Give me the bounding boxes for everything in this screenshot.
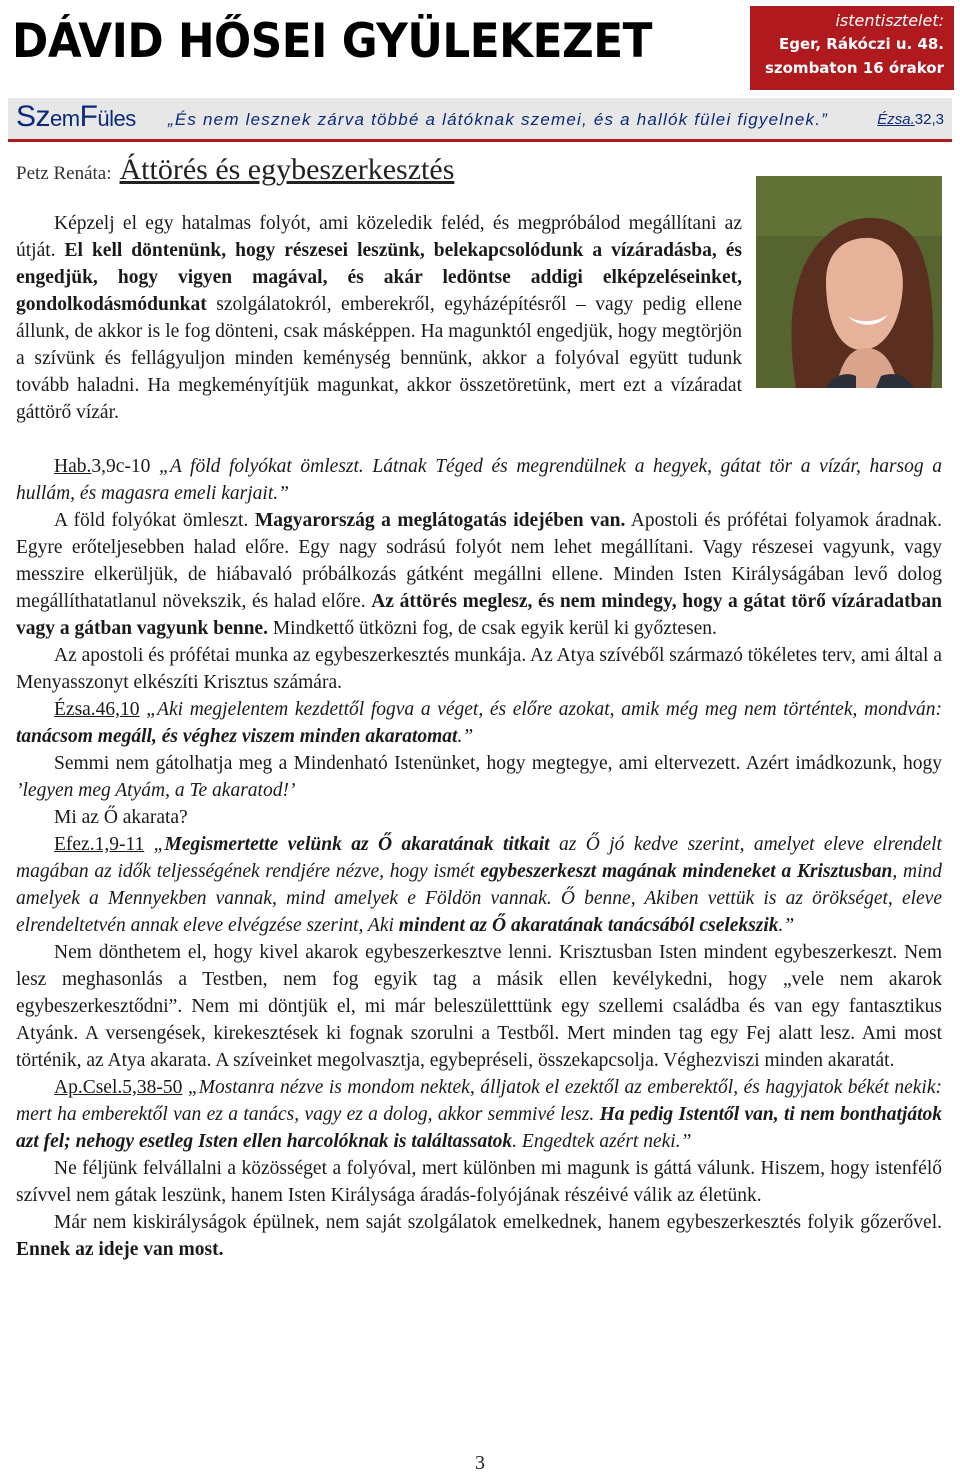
article-title: Áttörés és egybeszerkesztés <box>119 153 455 186</box>
text-run: Képzelj el egy hatalmas folyót, ami közeledik feléd, és megpróbálod megállítani az útját. <box>16 213 742 261</box>
reference-book: Ézsa. <box>877 111 915 128</box>
text-run: Semmi nem gátolhatja meg a Mindenható Istenünket, hogy megtegye, ami eltervezett. Azért imádkozunk, hogy <box>54 753 942 774</box>
paragraph <box>16 696 942 750</box>
scripture-quote: . Engedtek azért neki.” <box>512 1131 692 1152</box>
logo-part: em <box>50 106 80 131</box>
reference-verse: 32,3 <box>914 111 944 128</box>
text-run: Az áttörés meglesz, és nem mindegy, hogy a gátat törő vízáradatban vagy a gátban vagyunk benne. <box>16 591 942 639</box>
newsletter-title: DÁVID HŐSEI GYÜLEKEZET <box>12 14 652 69</box>
page-number: 3 <box>475 1452 485 1474</box>
scripture-quote: , mind amelyek a Mennyekben vannak, mind amelyek e Földön vannak. Ő benne, Akiben vettük is az örökséget, eleve elrendeltetvén annak eleve elvégzése szerint, Aki <box>16 861 942 936</box>
text-run: Már nem kiskirályságok épülnek, nem saját szolgálatok emelkednek, hanem egybeszerkesztés folyik gőzerővel. <box>54 1212 942 1233</box>
text-run: ’legyen meg Atyám, a Te akaratod!’ <box>16 780 296 801</box>
paragraph <box>16 750 942 804</box>
scripture-quote: .” <box>457 726 474 747</box>
scripture-quote: „ <box>144 834 165 855</box>
logo-part: F <box>79 100 98 133</box>
paragraph: Ne féljünk felvállalni a közösséget a folyóval, mert különben mi magunk is gáttá válunk. Hiszem, hogy istenfélő szívvel nem gátak leszünk, hanem Isten Királysága áradás-folyójának részéivé válik az életünk. <box>16 1158 942 1206</box>
motto-reference <box>877 111 944 128</box>
szemfules-logo <box>16 100 136 134</box>
paragraph <box>16 210 942 426</box>
scripture-ref: Efez.1,9-11 <box>54 834 145 855</box>
scripture-quote: .” <box>778 915 795 936</box>
scripture-ref: Ap.Csel.5,38-50 <box>54 1077 183 1098</box>
paragraph <box>16 1209 942 1263</box>
paragraph <box>16 453 942 507</box>
text-run: Magyarország a meglátogatás idejében van. <box>254 510 626 531</box>
scripture-ref: Ézsa.46,10 <box>54 699 140 720</box>
scripture-quote: mindent az Ő akaratának tanácsából cselekszik <box>398 915 779 936</box>
paragraph <box>16 831 942 939</box>
text-run: Mindkettő ütközni fog, de csak egyik kerül ki győztesen. <box>267 618 717 639</box>
paragraph: Nem dönthetem el, hogy kivel akarok egybeszerkesztve lenni. Krisztusban Isten mindent egybeszerkeszt. Nem lesz meghasonlás a Testben, nem fog egyik tag a másik ellen kevélykedni, hogy „vele nem akarok egybeszerkesztődni”. Nem mi döntjük el, mi már beleszületttünk egy szellemi családba és van egy fantasztikus Atyánk. A versengések, kirekesztések ki fognak szorulni a Testből. Mert minden tag egy Fej alatt lesz. Ami most történik, az Atya akarata. A szíveinket megolvasztja, egybepréseli, összekapcsolja. Véghezviszi minden akaratát. <box>16 942 942 1071</box>
article-body <box>16 210 942 426</box>
paragraph: Mi az Ő akarata? <box>54 807 188 828</box>
scripture-quote: az Ő jó kedve szerint, amelyet eleve elrendelt magában az idők teljességének rendjére nézve, hogy ismét <box>16 834 942 882</box>
text-run: szolgálatokról, emberekről, egyházépítésről – vagy pedig ellene állunk, de akkor is le fog dönteni, csak másképpen. Ha magunktól engedjük, hogy megtörjön a szívünk és fellágyuljon minden keménység bennünk, akkor a folyóval együtt tudunk tovább haladni. Ha megkeményítjük magunkat, akkor összetöretünk, mert ezt a vízáradat gáttörő vízár. <box>16 294 742 423</box>
scripture-quote: Megismertette velünk az Ő akaratának titkait <box>164 834 550 855</box>
service-time: szombaton 16 órakor <box>764 59 944 77</box>
article-byline <box>16 153 454 187</box>
paragraph <box>16 507 942 642</box>
logo-part: üles <box>97 106 136 131</box>
motto-quote: „És nem lesznek zárva többé a látóknak szemei, és a hallók fülei figyelnek.” <box>168 110 829 129</box>
scripture-quote: Ha pedig Istentől van, ti nem bonthatjátok azt fel; nehogy esetleg Isten ellen harcolóknak is találtassatok <box>16 1104 942 1152</box>
scripture-quote: „Mostanra nézve is mondom nektek, álljatok el ezektől az emberektől, és hagyjatok békét nekik: mert ha emberektől van ez a tanács, vagy ez a dolog, akkor semmivé lesz. <box>16 1077 942 1125</box>
text-run: Ennek az ideje van most. <box>16 1239 224 1260</box>
service-label: istentisztelet: <box>835 11 944 30</box>
scripture-ref: Hab. <box>54 456 92 477</box>
article-author: Petz Renáta: <box>16 163 112 184</box>
scripture-quote: egybeszerkeszt magának mindeneket a Krisztusban <box>480 861 893 882</box>
paragraph <box>16 1074 942 1155</box>
article-body-continued <box>16 453 942 1263</box>
service-address: Eger, Rákóczi u. 48. <box>779 35 944 53</box>
text-run: Apostoli és prófétai folyamok áradnak. Egyre erőteljesebben halad előre. Egy nagy sodrású folyót nem lehet megállítani. Vagy részesei vagyunk, vagy messzire elkerüljük, de hiábavaló próbálkozás gátként megállni ellene. Minden Isten Királyságában levő dolog megállíthatatlanul növekszik, és halad előre. <box>16 510 942 612</box>
scripture-ref: 3,9c-10 <box>91 456 151 477</box>
service-info-box <box>750 6 954 90</box>
text-run: El kell döntenünk, hogy részesei leszünk, belekapcsolódunk a vízáradásba, és engedjük, hogy vigyen magával, és akár ledöntse addigi elképzeléseinket, gondolkodásmódunkat <box>16 240 742 315</box>
masthead <box>0 0 960 90</box>
scripture-quote: „A föld folyókat ömleszt. Látnak Téged és megrendülnek a hegyek, gátat tör a vízár, harsog a hullám, és magasra emeli karjait.” <box>16 456 942 504</box>
scripture-quote: tanácsom megáll, és véghez viszem minden akaratomat <box>16 726 458 747</box>
text-run: A föld folyókat ömleszt. <box>54 510 255 531</box>
logo-part: Sz <box>16 100 51 133</box>
motto-band <box>8 98 952 142</box>
scripture-quote: „Aki megjelentem kezdettől fogva a véget, és előre azokat, amik még meg nem történtek, mondván: <box>139 699 942 720</box>
paragraph: Az apostoli és prófétai munka az egybeszerkesztés munkája. Az Atya szívéből származó tökéletes terv, ami által a Menyasszonyt elkészíti Krisztus számára. <box>16 645 942 693</box>
